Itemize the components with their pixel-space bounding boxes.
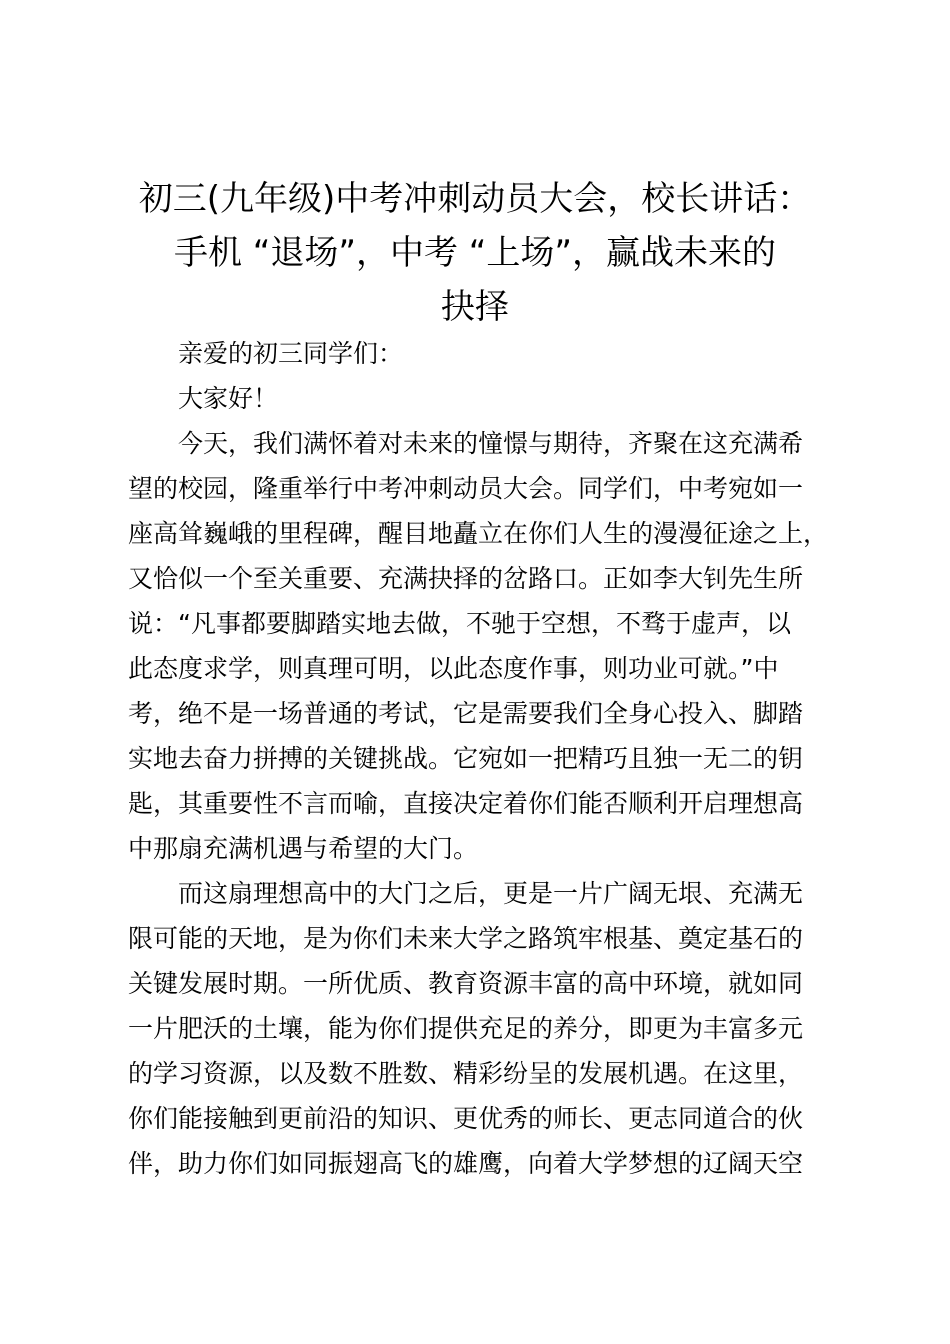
paragraph-line: 伴，助力你们如同振翅高飞的雄鹰，向着大学梦想的辽阔天空: [128, 1149, 804, 1178]
paragraph-line: 实地去奋力拼搏的关键挑战。它宛如一把精巧且独一无二的钥: [128, 744, 804, 773]
paragraph-line: 而这扇理想高中的大门之后，更是一片广阔无垠、充满无: [178, 879, 804, 908]
title-line-2: 手机 “退场”，中考 “上场”，赢战未来的: [173, 233, 777, 273]
paragraph-line: 一片肥沃的土壤，能为你们提供充足的养分，即更为丰富多元: [128, 1014, 804, 1043]
document-body: [128, 331, 828, 1186]
paragraph-line: 你们能接触到更前沿的知识、更优秀的师长、更志同道合的伙: [128, 1104, 804, 1133]
paragraph-1: [128, 421, 828, 871]
title-line-3: 抉择: [441, 287, 509, 327]
paragraph-line: 又恰似一个至关重要、充满抉择的岔路口。正如李大钊先生所: [128, 564, 804, 593]
paragraph-line: 座高耸巍峨的里程碑，醒目地矗立在你们人生的漫漫征途之上，: [128, 519, 829, 548]
greeting: 大家好！: [178, 384, 279, 413]
title-line-1: 初三(九年级)中考冲刺动员大会，校长讲话：: [138, 179, 812, 219]
paragraph-line: 限可能的天地，是为你们未来大学之路筑牢根基、奠定基石的: [128, 924, 804, 953]
paragraph-line: 今天，我们满怀着对未来的憧憬与期待，齐聚在这充满希: [178, 429, 804, 458]
paragraph-line: 关键发展时期。一所优质、教育资源丰富的高中环境，就如同: [128, 969, 804, 998]
paragraph-line: 考，绝不是一场普通的考试，它是需要我们全身心投入、脚踏: [128, 699, 804, 728]
paragraph-line: 匙，其重要性不言而喻，直接决定着你们能否顺利开启理想高: [128, 789, 804, 818]
paragraph-line: 中那扇充满机遇与希望的大门。: [128, 834, 479, 863]
salutation: 亲爱的初三同学们：: [178, 339, 404, 368]
paragraph-line: 的学习资源，以及数不胜数、精彩纷呈的发展机遇。在这里，: [128, 1059, 804, 1088]
paragraph-2: [128, 871, 828, 1186]
paragraph-line: 望的校园，隆重举行中考冲刺动员大会。同学们，中考宛如一: [128, 474, 804, 503]
paragraph-line: 此态度求学，则真理可明，以此态度作事，则功业可就。”中: [128, 654, 779, 683]
paragraph-line: 说：“凡事都要脚踏实地去做，不驰于空想，不骛于虚声，以: [128, 609, 791, 638]
document-title: [120, 172, 830, 334]
